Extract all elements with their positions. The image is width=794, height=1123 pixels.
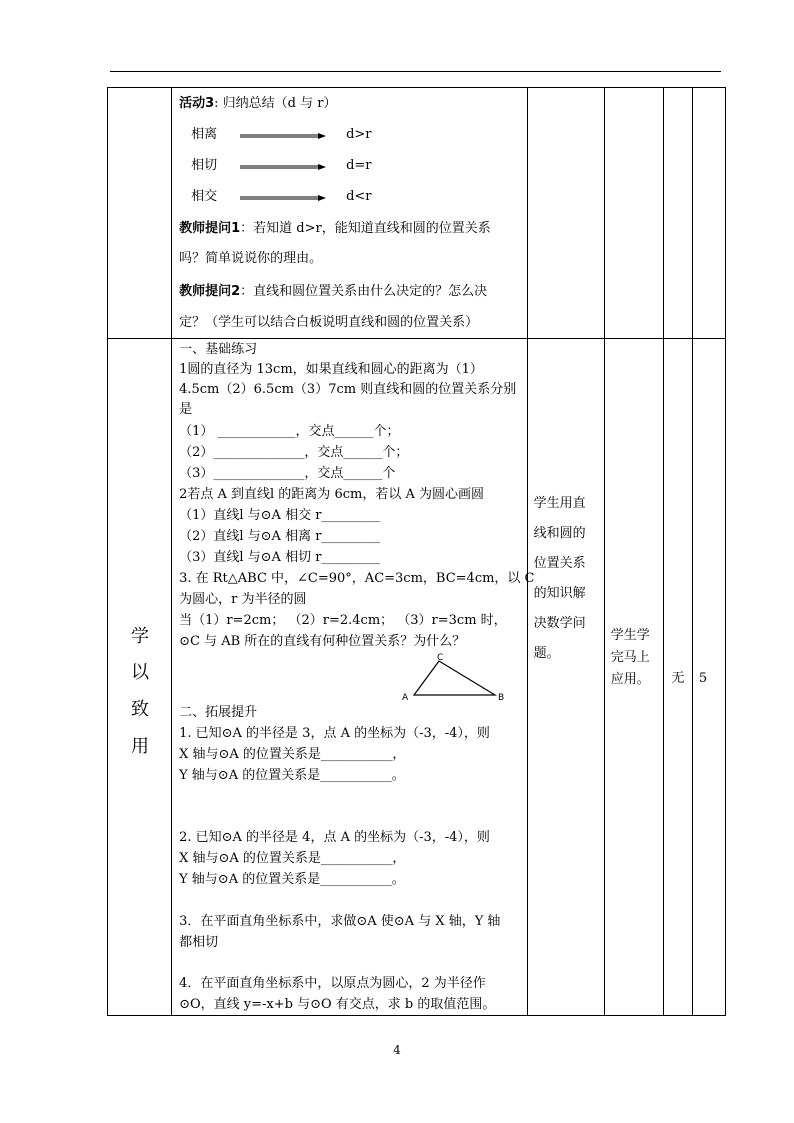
resource-text: 无	[671, 671, 685, 686]
triangle-diagram	[402, 651, 512, 701]
exercise-line: ⊙O，直线 y=-x+b 与⊙O 有交点，求 b 的取值范围。	[179, 997, 496, 1012]
exercise-line: Y 轴与⊙A 的位置关系是___________。	[179, 768, 405, 783]
time-cell	[692, 339, 725, 1016]
exercise-line: Y 轴与⊙A 的位置关系是___________。	[179, 872, 405, 887]
teacher-question-1-cont: 吗？简单说说你的理由。	[179, 251, 323, 266]
exercise-line: （3）直线l 与⊙A 相切 r_________	[179, 550, 380, 565]
activity-title: 活动3: 归纳总结（d 与 r）	[179, 96, 337, 111]
empty-cell	[663, 88, 692, 339]
stage-cell	[108, 339, 172, 1016]
resource-cell	[663, 339, 692, 1016]
teacher-question-2-cont: 定？（学生可以结合白板说明直线和圆的位置关系）	[179, 315, 479, 330]
exercise-line: X 轴与⊙A 的位置关系是___________，	[179, 747, 406, 762]
page-number: 4	[393, 1043, 401, 1057]
triangle-label-b: B	[498, 693, 505, 701]
triangle-label-c: C	[437, 653, 444, 663]
exercise-line: 是	[179, 402, 193, 417]
design-intent-cell	[604, 339, 663, 1016]
exercise-line: 都相切	[179, 935, 219, 950]
stage-char: 以	[131, 662, 149, 683]
arrow-right-icon	[240, 133, 326, 139]
exercise-line: 4．在平面直角坐标系中，以原点为圆心，2 为半径作	[179, 976, 486, 991]
exercise-line: X 轴与⊙A 的位置关系是___________，	[179, 851, 406, 866]
lesson-table	[107, 87, 726, 1016]
student-activity-cell	[527, 339, 604, 1016]
arrow-right-icon	[240, 195, 326, 201]
teacher-question-2: 教师提问2：直线和圆位置关系由什么决定的？怎么决	[179, 284, 488, 299]
relation-cond: d<r	[346, 189, 372, 204]
stage-cell-empty	[108, 88, 172, 339]
table-row	[108, 339, 726, 1016]
exercise-line: 2. 已知⊙A 的半径是 4，点 A 的坐标为（-3，-4），则	[179, 830, 490, 845]
table-row	[108, 88, 726, 339]
exercise-line: 4.5cm（2）6.5cm（3）7cm 则直线和圆的位置关系分别	[179, 382, 517, 397]
activity-cell	[172, 88, 528, 339]
exercise-line: 3. 在 Rt△ABC 中，∠C=90°，AC=3cm，BC=4cm，以 C	[179, 571, 535, 586]
exercise-line: （1）直线l 与⊙A 相交 r_________	[179, 508, 380, 523]
header-rule	[110, 71, 721, 72]
exercise-line: （1） ____________，交点______个；	[179, 424, 400, 439]
relation-cond: d>r	[346, 127, 372, 142]
exercise-line: 当（1）r=2cm； （2）r=2.4cm； （3）r=3cm 时，	[179, 613, 507, 628]
triangle-label-a: A	[402, 693, 409, 701]
stage-char: 用	[131, 736, 149, 757]
stage-char: 学	[131, 626, 149, 647]
exercise-line: （3）______________，交点______个	[179, 466, 396, 481]
relation-name: 相交	[191, 189, 218, 204]
teacher-question-1: 教师提问1：若知道 d>r，能知道直线和圆的位置关系	[179, 221, 491, 236]
empty-cell	[527, 88, 604, 339]
exercise-cell	[172, 339, 535, 1016]
relation-cond: d=r	[346, 158, 372, 173]
arrow-right-icon	[240, 164, 326, 170]
section-heading: 一、基础练习	[179, 342, 258, 357]
exercise-line: 3．在平面直角坐标系中，求做⊙A 使⊙A 与 X 轴，Y 轴	[179, 914, 501, 929]
exercise-line: 为圆心，r 为半径的圆	[179, 592, 307, 607]
empty-cell	[604, 88, 663, 339]
design-intent-text: 学生学 完马上 应用。	[610, 628, 650, 687]
time-text: 5	[698, 671, 708, 686]
exercise-line: （2）直线l 与⊙A 相离 r_________	[179, 529, 380, 544]
exercise-line: 1. 已知⊙A 的半径是 3，点 A 的坐标为（-3，-4），则	[179, 726, 490, 741]
empty-cell	[692, 88, 725, 339]
exercise-line: ⊙C 与 AB 所在的直线有何种位置关系？为什么？	[179, 634, 466, 649]
exercise-line: （2）______________，交点______个；	[179, 445, 409, 460]
student-activity-text: 学生用直 线和圆的 位置关系 的知识解 决数学问 题。	[533, 496, 586, 661]
relation-name: 相切	[191, 158, 218, 173]
stage-char: 致	[131, 699, 149, 720]
exercise-line: 2若点 A 到直线l 的距离为 6cm，若以 A 为圆心画圆	[179, 487, 484, 502]
relation-name: 相离	[191, 127, 218, 142]
exercise-line: 1圆的直径为 13cm，如果直线和圆心的距离为（1）	[179, 362, 483, 377]
section-heading: 二、拓展提升	[179, 705, 258, 720]
